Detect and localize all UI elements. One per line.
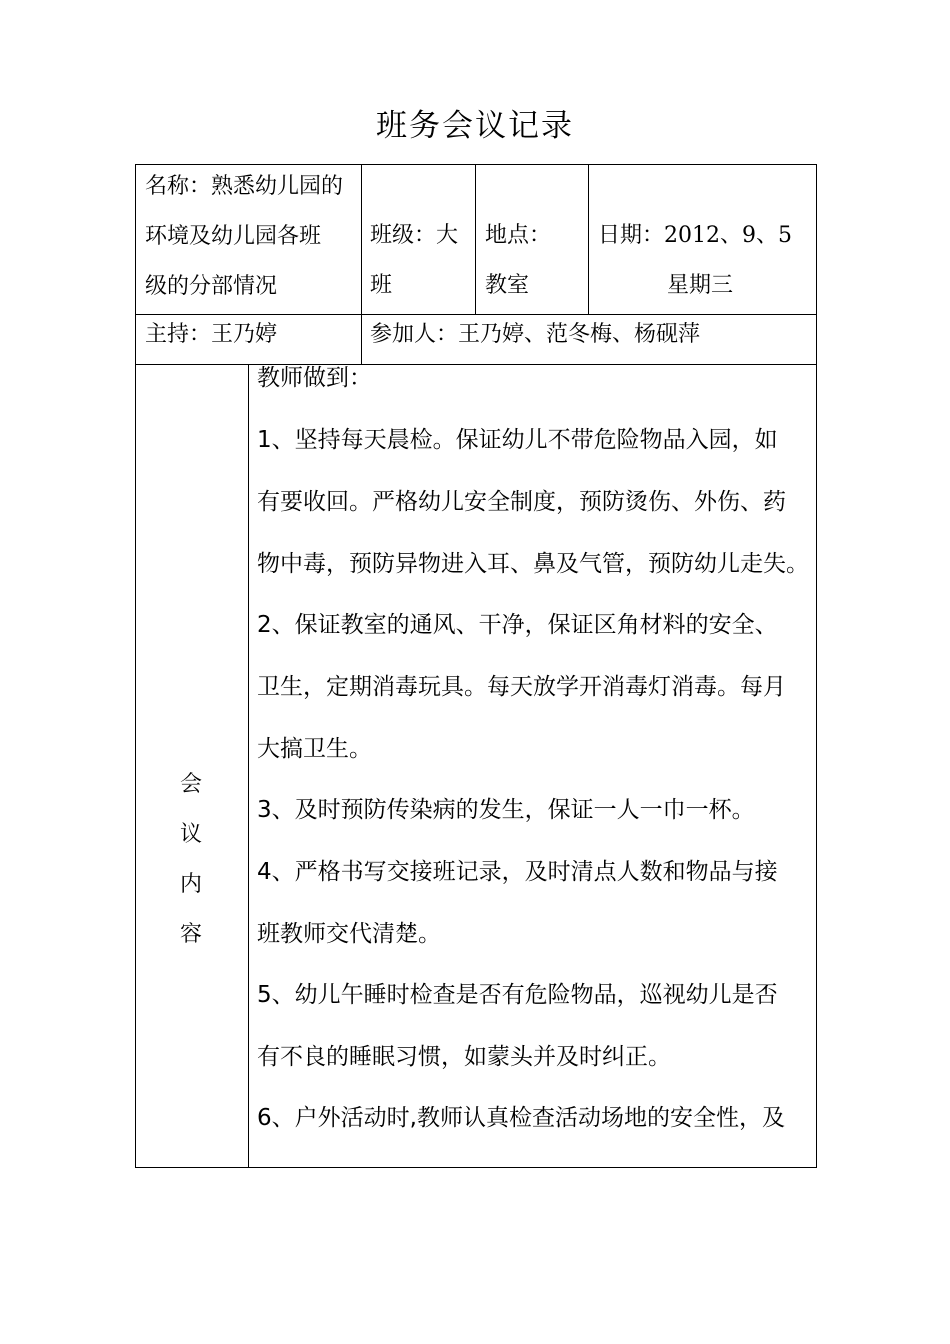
content-line: 有不良的睡眠习惯，如蒙头并及时纠正。: [257, 1044, 671, 1070]
class-cell: [370, 211, 474, 311]
content-line: 物中毒，预防异物进入耳、鼻及气管，预防幼儿走失。: [257, 551, 809, 577]
content-label: [176, 760, 206, 960]
table-divider-content: [248, 364, 249, 1168]
content-label-char: 内: [179, 872, 202, 897]
table-border-row2: [135, 364, 817, 365]
content-label-char: 议: [179, 822, 202, 847]
table-border-right: [816, 164, 817, 1168]
table-divider-class: [475, 164, 476, 315]
content-line: 3、及时预防传染病的发生，保证一人一巾一杯。: [257, 797, 755, 823]
table-divider-place: [588, 164, 589, 315]
weekday-line: 星期三: [667, 273, 734, 298]
table-border-bottom: [135, 1167, 817, 1168]
content-line: 5、幼儿午睡时检查是否有危险物品，巡视幼儿是否: [257, 982, 778, 1008]
meeting-name-line: 环境及幼儿园各班: [145, 224, 322, 249]
host-cell: 主持：王乃婷: [145, 322, 278, 347]
meeting-name-cell: [145, 162, 360, 312]
content-label-char: 会: [179, 772, 202, 797]
content-line: 1、坚持每天晨检。保证幼儿不带危险物品入园，如: [257, 427, 778, 453]
place-line: 地点：: [485, 223, 552, 248]
content-line: 教师做到：: [257, 365, 372, 391]
content-line: 卫生，定期消毒玩具。每天放学开消毒灯消毒。每月: [257, 674, 786, 700]
content-line: 大搞卫生。: [257, 736, 372, 762]
content-line: 班教师交代清楚。: [257, 921, 441, 947]
content-line: 6、户外活动时,教师认真检查活动场地的安全性，及: [257, 1105, 785, 1131]
content-line: 2、保证教室的通风、干净，保证区角材料的安全、: [257, 612, 778, 638]
table-divider-name: [361, 164, 362, 365]
place-line: 教室: [485, 273, 530, 298]
content-line: 4、严格书写交接班记录，及时清点人数和物品与接: [257, 859, 778, 885]
class-line: 班: [370, 273, 393, 298]
date-cell: [598, 211, 814, 311]
meeting-name-line: 名称：熟悉幼儿园的: [145, 174, 344, 199]
meeting-name-line: 级的分部情况: [145, 274, 278, 299]
page-title: 班务会议记录: [376, 108, 574, 144]
table-border-left: [135, 164, 136, 1168]
content-line: 有要收回。严格幼儿安全制度，预防烫伤、外伤、药: [257, 489, 786, 515]
date-line: 日期：2012、9、5: [598, 223, 792, 248]
place-cell: [485, 211, 587, 311]
content-label-char: 容: [179, 922, 202, 947]
participants-cell: 参加人：王乃婷、范冬梅、杨砚萍: [370, 322, 701, 347]
class-line: 班级：大: [370, 223, 459, 248]
